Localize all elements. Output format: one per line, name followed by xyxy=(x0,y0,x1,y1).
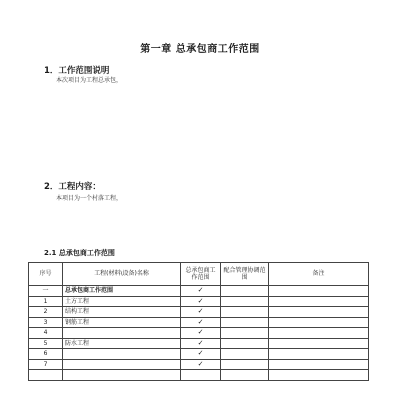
table-row xyxy=(29,349,369,360)
check-icon: ✓ xyxy=(181,286,221,297)
table-row xyxy=(29,370,369,381)
cell-remark xyxy=(269,370,369,381)
cell-num xyxy=(29,370,63,381)
table-row xyxy=(29,286,369,297)
table-row xyxy=(29,307,369,318)
check-icon: ✓ xyxy=(181,317,221,328)
check-icon: ✓ xyxy=(181,296,221,307)
check-icon: ✓ xyxy=(181,328,221,339)
cell-manage xyxy=(221,317,269,328)
cell-num: 7 xyxy=(29,359,63,370)
subsection-heading: 2.1 总承包商工作范围 xyxy=(44,249,115,257)
cell-manage xyxy=(221,349,269,360)
cell-name xyxy=(63,328,181,339)
cell-num: 6 xyxy=(29,349,63,360)
cell-manage xyxy=(221,296,269,307)
header-manage: 配合管理协调范围 xyxy=(221,263,269,286)
cell-num: 2 xyxy=(29,307,63,318)
check-icon: ✓ xyxy=(181,338,221,349)
cell-manage xyxy=(221,307,269,318)
paragraph-line xyxy=(44,129,370,140)
table-row xyxy=(29,359,369,370)
paragraph-line xyxy=(44,118,370,129)
check-icon: ✓ xyxy=(181,359,221,370)
table-row xyxy=(29,338,369,349)
paragraph-line xyxy=(44,150,370,161)
header-remark: 备注 xyxy=(269,263,369,286)
cell-remark xyxy=(269,317,369,328)
section-2-paragraph xyxy=(44,194,370,236)
section-1-paragraph xyxy=(44,76,370,171)
paragraph-line xyxy=(44,87,370,98)
cell-name xyxy=(63,349,181,360)
cell-remark xyxy=(269,307,369,318)
paragraph-line xyxy=(44,215,370,226)
paragraph-line: 本项目为一个村落工程， xyxy=(56,195,123,202)
cell-remark xyxy=(269,296,369,307)
cell-name: 钢筋工程 xyxy=(63,317,181,328)
scope-table xyxy=(28,262,369,381)
table-row xyxy=(29,328,369,339)
paragraph-line xyxy=(44,108,370,119)
cell-num: 5 xyxy=(29,338,63,349)
paragraph-line xyxy=(44,205,370,216)
check-icon: ✓ xyxy=(181,349,221,360)
cell-num: 3 xyxy=(29,317,63,328)
cell-remark xyxy=(269,286,369,297)
header-name: 工程(材料\设备)名称 xyxy=(63,263,181,286)
cell-remark xyxy=(269,328,369,339)
cell-name: 防水工程 xyxy=(63,338,181,349)
paragraph-line: 本次项目为工程总承包， xyxy=(56,77,123,84)
section-1-heading: 1．工作范围说明 xyxy=(44,66,110,76)
table-row xyxy=(29,317,369,328)
cell-num: 4 xyxy=(29,328,63,339)
chapter-title: 第一章 总承包商工作范围 xyxy=(140,44,260,55)
paragraph-line xyxy=(44,160,370,171)
paragraph-line xyxy=(44,97,370,108)
header-scope: 总承包商工作范围 xyxy=(181,263,221,286)
cell-name: 总承包商工作范围 xyxy=(63,286,181,297)
header-num: 序号 xyxy=(29,263,63,286)
check-icon xyxy=(181,370,221,381)
cell-name xyxy=(63,370,181,381)
cell-name xyxy=(63,359,181,370)
cell-remark xyxy=(269,338,369,349)
cell-name: 土方工程 xyxy=(63,296,181,307)
cell-num: 一 xyxy=(29,286,63,297)
cell-remark xyxy=(269,359,369,370)
cell-manage xyxy=(221,370,269,381)
paragraph-line xyxy=(44,139,370,150)
cell-manage xyxy=(221,338,269,349)
table-row xyxy=(29,296,369,307)
cell-num: 1 xyxy=(29,296,63,307)
table-header-row xyxy=(29,263,369,286)
cell-manage xyxy=(221,328,269,339)
section-2-heading: 2．工程内容： xyxy=(44,182,101,192)
cell-name: 结构工程 xyxy=(63,307,181,318)
cell-manage xyxy=(221,359,269,370)
cell-remark xyxy=(269,349,369,360)
check-icon: ✓ xyxy=(181,307,221,318)
cell-manage xyxy=(221,286,269,297)
paragraph-line xyxy=(44,226,370,237)
